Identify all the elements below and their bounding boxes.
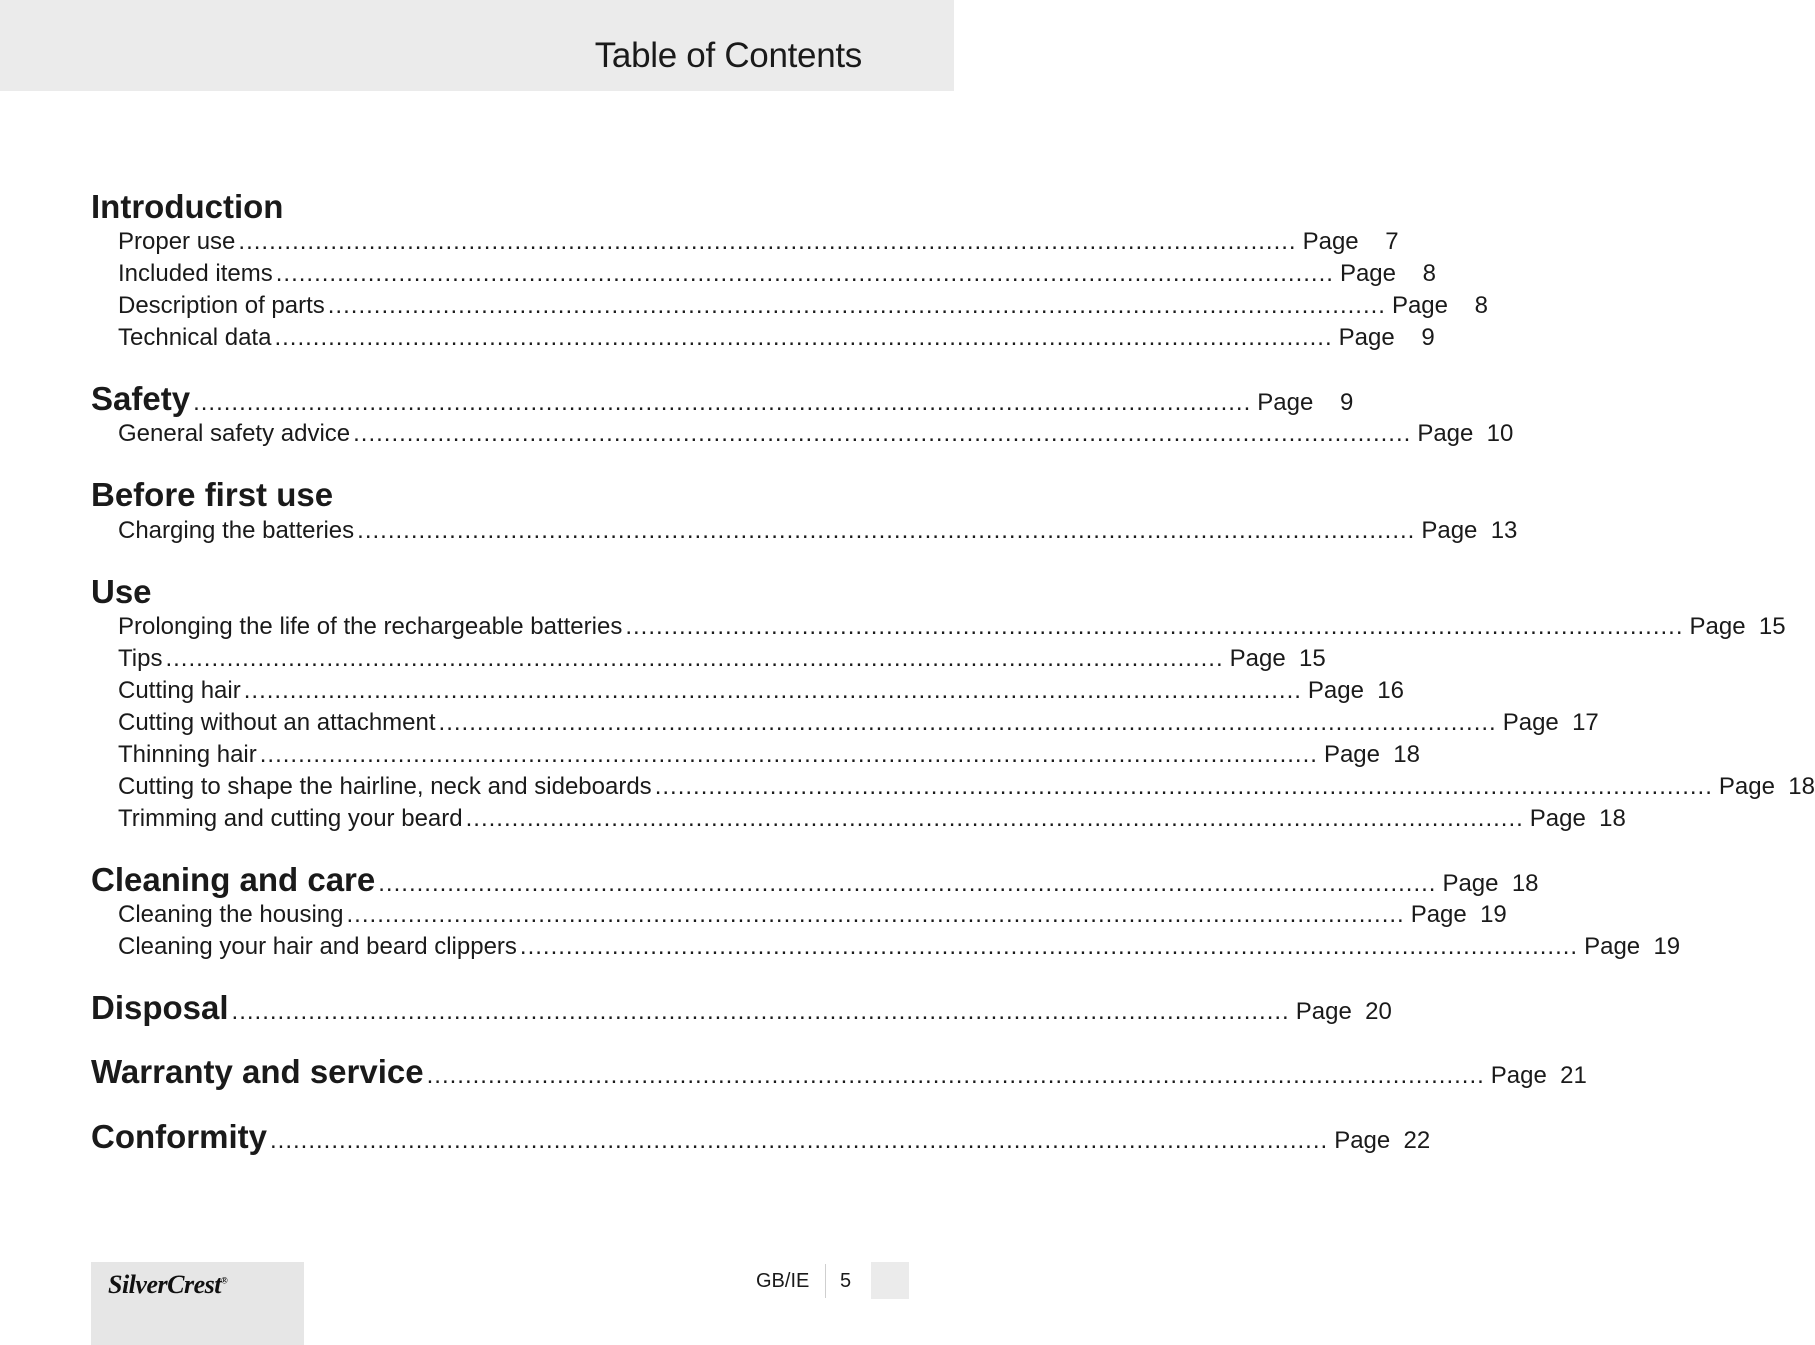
page-word: Page	[1339, 260, 1396, 287]
dot-leader: ..........................................................................................................................................	[654, 773, 1713, 800]
dot-leader: ..........................................................................................................................................	[426, 1062, 1485, 1089]
footer-page-number: 5	[840, 1270, 852, 1292]
page-word: Page	[1391, 292, 1449, 319]
toc-entry[interactable]	[91, 228, 1399, 256]
dot-leader: ..........................................................................................................................................	[327, 292, 1386, 319]
entry-label: Cutting hair	[118, 677, 241, 704]
page-word: Page	[1689, 613, 1746, 640]
page-number: 8	[1422, 260, 1436, 287]
dot-leader: ..........................................................................................................................................	[238, 228, 1297, 255]
entry-label: Proper use	[118, 228, 236, 255]
page-number: 10	[1486, 420, 1514, 447]
entry-label: Cutting to shape the hairline, neck and sideboards	[118, 773, 652, 800]
section-title: Use	[91, 573, 152, 610]
page-word: Page	[1295, 998, 1352, 1025]
page-number: 18	[1788, 773, 1815, 800]
section-title: Conformity	[91, 1118, 267, 1155]
toc-entry[interactable]	[91, 645, 1326, 673]
page-number: 15	[1299, 645, 1326, 672]
entry-label: Tips	[118, 645, 163, 672]
brand-logo-box	[91, 1262, 304, 1345]
section-title: Introduction	[91, 188, 284, 225]
toc-entry[interactable]	[91, 773, 1815, 801]
toc-entry[interactable]	[91, 805, 1626, 833]
page-number: 18	[1599, 805, 1626, 832]
dot-leader: ..........................................................................................................................................	[270, 1127, 1329, 1154]
entry-label: Thinning hair	[118, 741, 257, 768]
dot-leader: ..........................................................................................................................................	[625, 613, 1684, 640]
brand-logo	[108, 1270, 227, 1300]
footer-divider	[825, 1264, 826, 1298]
page-word: Page	[1490, 1062, 1547, 1089]
toc-entry[interactable]	[91, 677, 1404, 705]
section-title: Cleaning and care	[91, 861, 376, 898]
page-word: Page	[1257, 389, 1314, 416]
dot-leader: ..........................................................................................................................................	[275, 260, 1334, 287]
entry-label: Cutting without an attachment	[118, 709, 436, 736]
page-number: 18	[1393, 741, 1420, 768]
dot-leader: ..........................................................................................................................................	[346, 901, 1405, 928]
dot-leader: ..........................................................................................................................................	[165, 645, 1224, 672]
toc-entry[interactable]	[91, 741, 1420, 769]
page-number: 21	[1560, 1062, 1587, 1089]
dot-leader: ..........................................................................................................................................	[243, 677, 1302, 704]
page-number: 19	[1653, 933, 1681, 960]
dot-leader: ..........................................................................................................................................	[274, 324, 1333, 351]
page-number: 15	[1758, 613, 1786, 640]
dot-leader: ..........................................................................................................................................	[353, 420, 1412, 447]
page-word: Page	[1307, 677, 1364, 704]
footer-locale: GB/IE	[756, 1270, 810, 1292]
page-word: Page	[1584, 933, 1641, 960]
entry-label: Cleaning the housing	[118, 901, 344, 928]
page-word: Page	[1529, 805, 1586, 832]
page-number: 22	[1403, 1127, 1431, 1154]
page-word: Page	[1334, 1127, 1391, 1154]
section-title: Safety	[91, 380, 191, 417]
page-word: Page	[1421, 517, 1478, 544]
brand-name: SilverCrest	[108, 1270, 221, 1299]
section-title: Warranty and service	[91, 1053, 424, 1090]
page-word: Page	[1718, 773, 1775, 800]
entry-label: Prolonging the life of the rechargeable batteries	[118, 613, 623, 640]
toc-entry[interactable]	[91, 517, 1518, 545]
section-heading-conformity[interactable]	[91, 1118, 1431, 1156]
page-number: 16	[1377, 677, 1404, 704]
page-number: 17	[1572, 709, 1599, 736]
toc-entry[interactable]	[91, 709, 1599, 737]
toc-entry[interactable]	[91, 420, 1514, 448]
page-number: 7	[1385, 228, 1399, 255]
page-number: 9	[1339, 389, 1354, 416]
dot-leader: ..........................................................................................................................................	[193, 389, 1252, 416]
page-word: Page	[1338, 324, 1395, 351]
section-heading-before-first-use[interactable]	[91, 476, 863, 514]
toc-entry[interactable]	[91, 901, 1507, 929]
page-word: Page	[1502, 709, 1559, 736]
toc-entry[interactable]	[91, 933, 1681, 961]
dot-leader: ..........................................................................................................................................	[519, 933, 1579, 960]
page-word: Page	[1410, 901, 1467, 928]
dot-leader: ..........................................................................................................................................	[465, 805, 1524, 832]
entry-label: Technical data	[118, 324, 272, 351]
entry-label: Included items	[118, 260, 273, 287]
dot-leader: ..........................................................................................................................................	[378, 870, 1437, 897]
footer-tab-marker	[871, 1262, 909, 1299]
section-heading-cleaning-and-care[interactable]	[91, 861, 1539, 899]
page-word: Page	[1302, 228, 1359, 255]
page-word: Page	[1442, 870, 1499, 897]
dot-leader: ..........................................................................................................................................	[438, 709, 1497, 736]
page-number: 8	[1474, 292, 1489, 319]
page-number: 9	[1421, 324, 1435, 351]
page-word: Page	[1229, 645, 1286, 672]
section-heading-introduction[interactable]	[91, 188, 863, 226]
page-number: 20	[1365, 998, 1392, 1025]
section-heading-disposal[interactable]	[91, 989, 1392, 1027]
toc-entry[interactable]	[91, 613, 1786, 641]
dot-leader: ..........................................................................................................................................	[259, 741, 1318, 768]
registered-mark: ®	[220, 1275, 228, 1286]
entry-label: General safety advice	[118, 420, 351, 447]
dot-leader: ..........................................................................................................................................	[231, 998, 1290, 1025]
section-heading-warranty-and-service[interactable]	[91, 1053, 1587, 1091]
page-number: 13	[1490, 517, 1518, 544]
page-word: Page	[1417, 420, 1474, 447]
toc-entry[interactable]	[91, 324, 1435, 352]
page-number: 18	[1511, 870, 1539, 897]
page-title: Table of Contents	[594, 36, 862, 75]
page-number: 19	[1480, 901, 1507, 928]
section-title: Disposal	[91, 989, 229, 1026]
entry-label: Cleaning your hair and beard clippers	[118, 933, 517, 960]
section-title: Before first use	[91, 476, 334, 513]
page-word: Page	[1323, 741, 1380, 768]
section-heading-safety[interactable]	[91, 380, 1354, 418]
entry-label: Description of parts	[118, 292, 325, 319]
toc-entry[interactable]	[91, 292, 1489, 320]
section-heading-use[interactable]	[91, 573, 863, 611]
dot-leader: ..........................................................................................................................................	[357, 517, 1416, 544]
entry-label: Trimming and cutting your beard	[118, 805, 463, 832]
entry-label: Charging the batteries	[118, 517, 355, 544]
toc-entry[interactable]	[91, 260, 1436, 288]
